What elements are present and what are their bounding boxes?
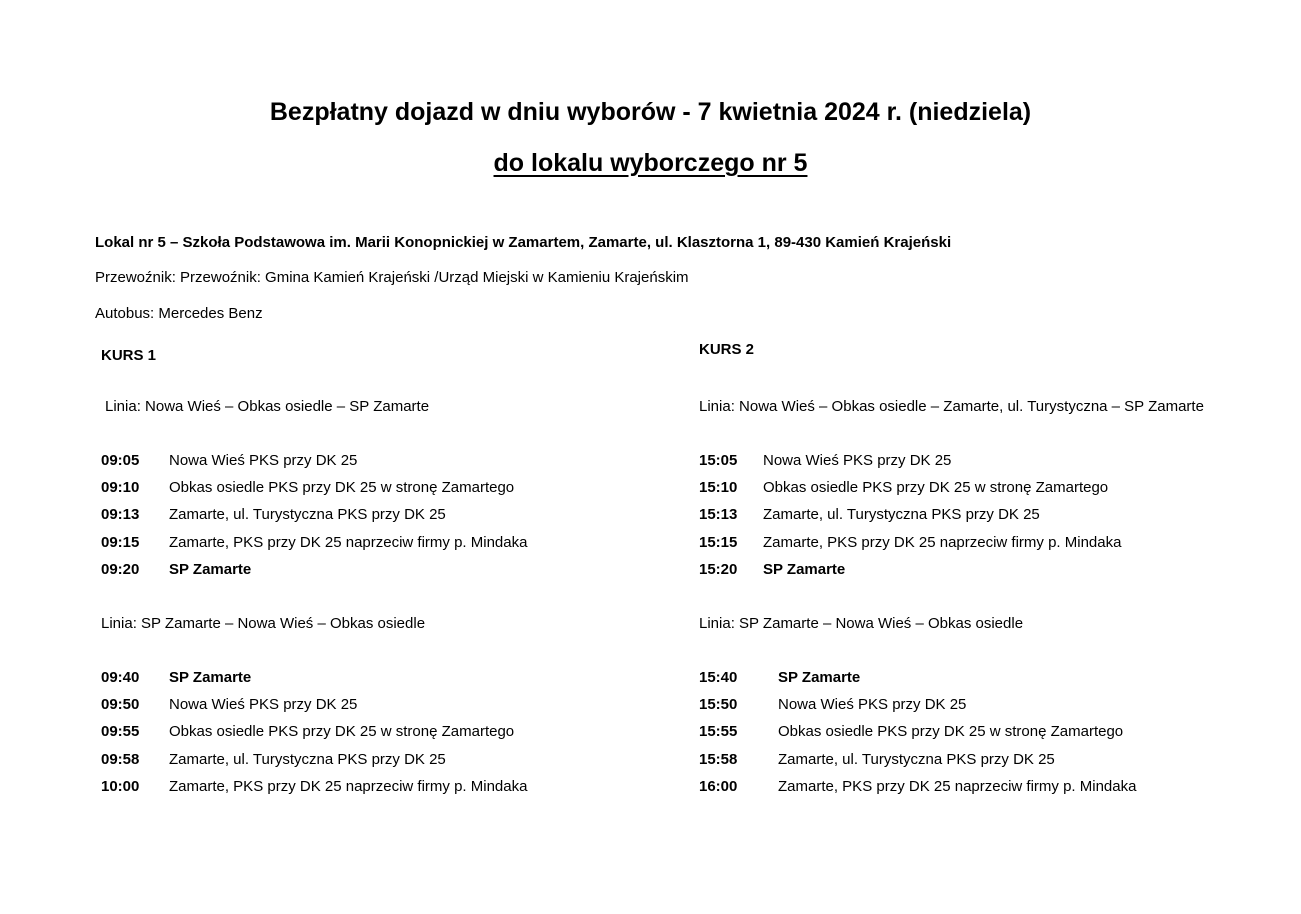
departure-time: 15:10	[699, 479, 738, 497]
stop-name: Nowa Wieś PKS przy DK 25	[169, 452, 358, 469]
departure-time: 09:58	[101, 750, 140, 768]
stop-name: Zamarte, PKS przy DK 25 naprzeciw firmy p. Mindaka	[763, 533, 1122, 551]
kurs2-label: KURS 2	[699, 341, 755, 358]
departure-time: 09:05	[101, 452, 140, 469]
stop-name: Zamarte, ul. Turystyczna PKS przy DK 25	[169, 506, 446, 524]
stop-name: Obkas osiedle PKS przy DK 25 w stronę Zamartego	[763, 479, 1109, 497]
stop-name: Obkas osiedle PKS przy DK 25 w stronę Zamartego	[778, 723, 1124, 741]
stop-name: Zamarte, PKS przy DK 25 naprzeciw firmy p. Mindaka	[169, 777, 528, 795]
departure-time: 09:15	[101, 533, 140, 551]
departure-time: 15:20	[699, 560, 738, 578]
przewoznik-info: Przewoźnik: Przewoźnik: Gmina Kamień Krajeński /Urząd Miejski w Kamieniu Krajeńskim	[95, 269, 689, 286]
stop-name: Zamarte, ul. Turystyczna PKS przy DK 25	[763, 506, 1040, 524]
stop-name: Zamarte, PKS przy DK 25 naprzeciw firmy p. Mindaka	[169, 533, 528, 551]
lokal-info: Lokal nr 5 – Szkoła Podstawowa im. Marii Konopnickiej w Zamartem, Zamarte, ul. Klasztorna 1, 89-430 Kamień Krajeński	[95, 234, 952, 251]
departure-time: 15:50	[699, 696, 738, 714]
stop-name: Zamarte, PKS przy DK 25 naprzeciw firmy p. Mindaka	[778, 777, 1137, 795]
departure-time: 09:50	[101, 696, 140, 714]
page-title: Bezpłatny dojazd w dniu wyborów - 7 kwietnia 2024 r. (niedziela)	[269, 98, 1032, 126]
departure-time: 16:00	[699, 777, 738, 795]
stop-name: SP Zamarte	[778, 669, 861, 686]
page-subtitle	[0, 149, 1301, 178]
kurs2-line1: Linia: Nowa Wieś – Obkas osiedle – Zamarte, ul. Turystyczna – SP Zamarte	[699, 398, 1204, 415]
subtitle-text: do lokalu wyborczego nr 5	[493, 149, 808, 177]
autobus-info: Autobus: Mercedes Benz	[95, 305, 263, 322]
stop-name: Zamarte, ul. Turystyczna PKS przy DK 25	[778, 750, 1055, 768]
departure-time: 10:00	[101, 777, 140, 795]
departure-time: 09:10	[101, 479, 140, 497]
departure-time: 15:58	[699, 750, 738, 768]
stop-name: Nowa Wieś PKS przy DK 25	[763, 452, 952, 469]
departure-time: 15:40	[699, 669, 738, 686]
stop-name: Nowa Wieś PKS przy DK 25	[778, 696, 967, 714]
departure-time: 09:13	[101, 506, 140, 524]
kurs2-line2: Linia: SP Zamarte – Nowa Wieś – Obkas osiedle	[699, 615, 1024, 632]
departure-time: 15:55	[699, 723, 738, 741]
stop-name: Obkas osiedle PKS przy DK 25 w stronę Zamartego	[169, 479, 515, 497]
departure-time: 15:13	[699, 506, 738, 524]
departure-time: 09:55	[101, 723, 140, 741]
stop-name: Nowa Wieś PKS przy DK 25	[169, 696, 358, 714]
departure-time: 09:20	[101, 560, 140, 578]
stop-name: SP Zamarte	[169, 560, 252, 578]
stop-name: SP Zamarte	[169, 669, 252, 686]
departure-time: 15:15	[699, 533, 738, 551]
kurs1-line1: Linia: Nowa Wieś – Obkas osiedle – SP Zamarte	[105, 398, 430, 415]
stop-name: SP Zamarte	[763, 560, 846, 578]
kurs1-label: KURS 1	[101, 347, 157, 364]
departure-time: 15:05	[699, 452, 738, 469]
departure-time: 09:40	[101, 669, 140, 686]
kurs1-line2: Linia: SP Zamarte – Nowa Wieś – Obkas osiedle	[101, 615, 426, 632]
stop-name: Zamarte, ul. Turystyczna PKS przy DK 25	[169, 750, 446, 768]
stop-name: Obkas osiedle PKS przy DK 25 w stronę Zamartego	[169, 723, 515, 741]
